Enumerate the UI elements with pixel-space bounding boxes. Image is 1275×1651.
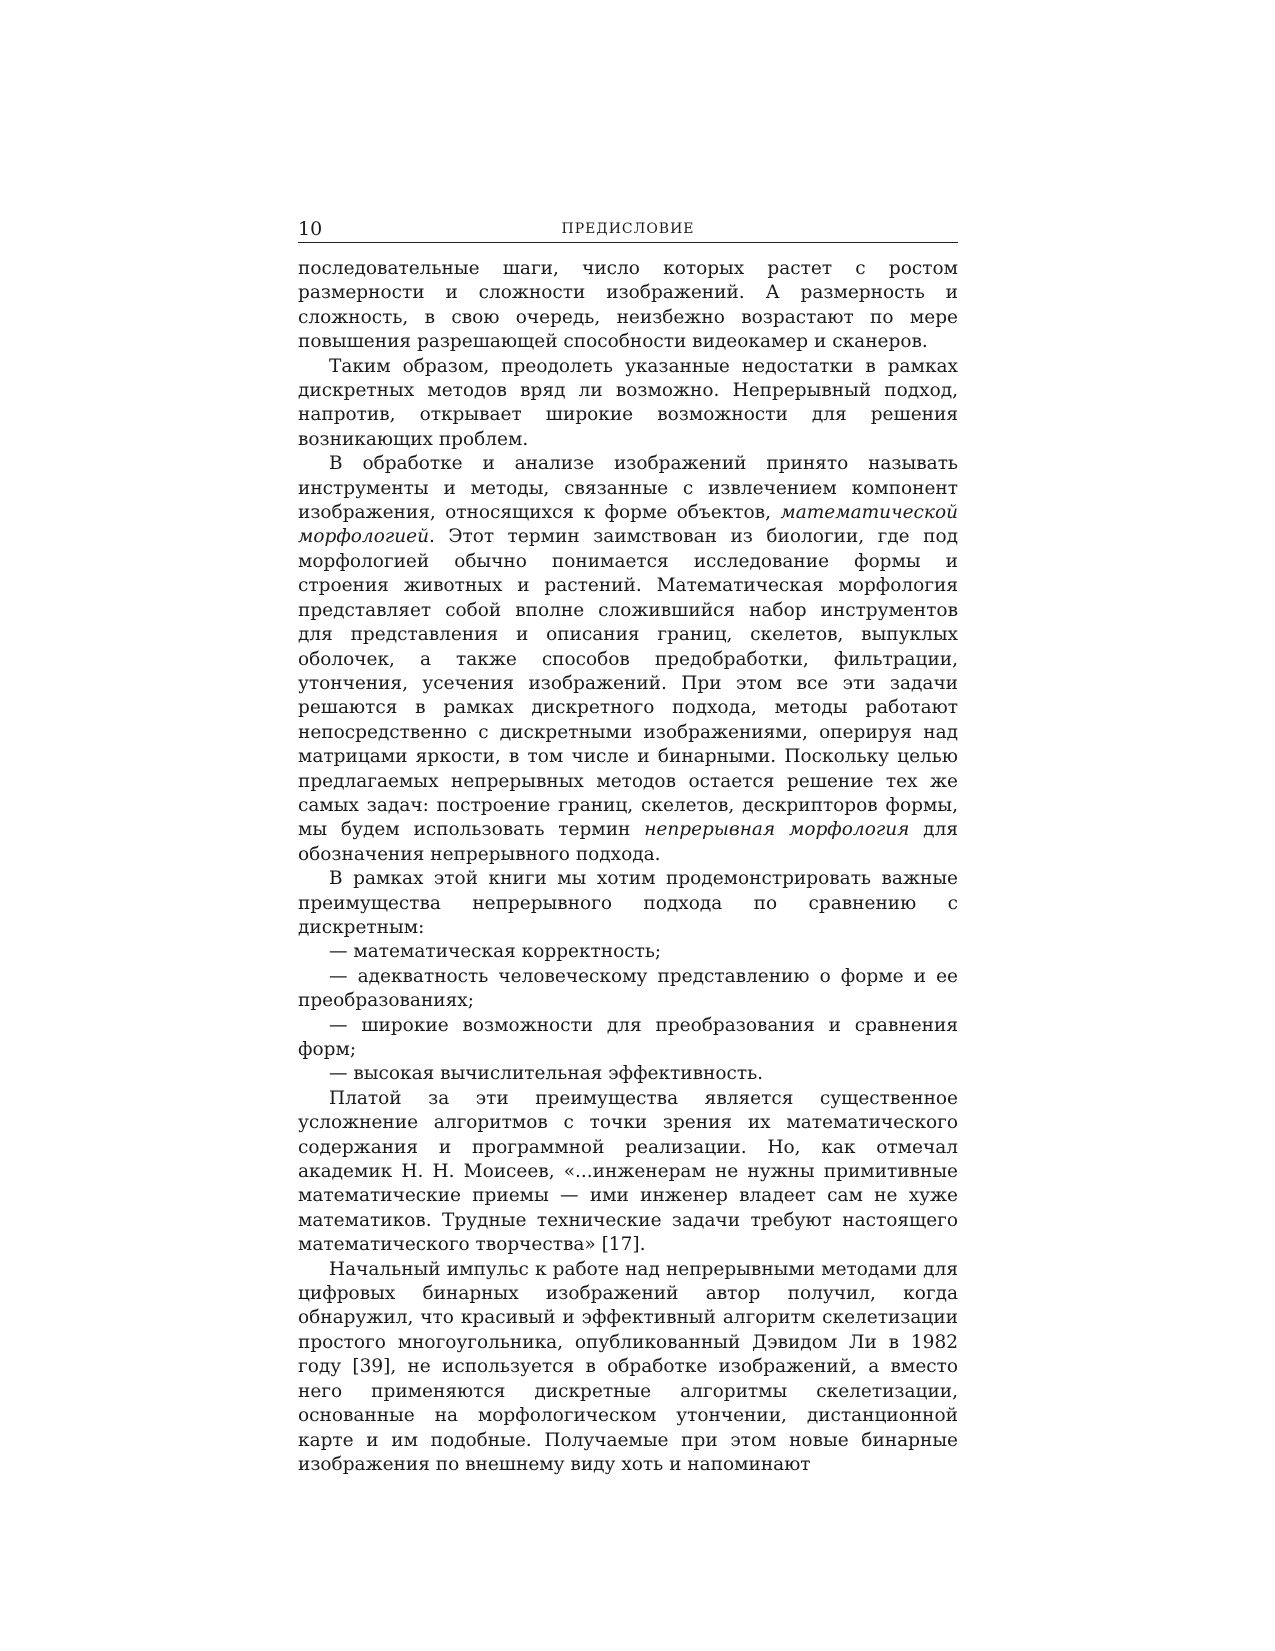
- text-run: В обработке и анализе изображений принято называть инструменты и методы, связанные с извлечением компонент изображения, относящихся к форме объектов,: [298, 453, 958, 524]
- book-page: [298, 218, 958, 1477]
- running-title: ПРЕДИСЛОВИЕ: [561, 221, 695, 237]
- list-item: — высокая вычислительная эффективность.: [329, 1063, 764, 1085]
- list-item: — математическая корректность;: [329, 941, 662, 963]
- body-text: [298, 257, 958, 1477]
- paragraph-morphology: [298, 452, 958, 867]
- text-run: . Этот термин заимствован из биологии, где под морфологией обычно понимается исследование формы и строения животных и растений. Математическая морфология представляет собой вполне сложившийся набор инструментов для представления и описания границ, скелетов, выпуклых оболочек, а также способов предобработки, фильтрации, утончения, усечения изображений. При этом все эти задачи решаются в рамках дискретного подхода, методы работают непосредственно с дискретными изображениями, оперируя над матрицами яркости, в том числе и бинарными. Поскольку целью предлагаемых непрерывных методов остается решение тех же самых задач: построение границ, скелетов, дескрипторов формы, мы будем использовать термин: [298, 526, 958, 841]
- paragraph: Платой за эти преимущества является существенное усложнение алгоритмов с точки зрения их математического содержания и программной реализации. Но, как отмечал академик Н. Н. Моисеев, «...инженерам не нужны примитивные математические приемы — ими инженер владеет сам не хуже математиков. Трудные технические задачи требуют настоящего математического творчества» [17].: [298, 1087, 958, 1256]
- paragraph: Таким образом, преодолеть указанные недостатки в рамках дискретных методов вряд ли возможно. Непрерывный подход, напротив, открывает широкие возможности для решения возникающих проблем.: [298, 355, 958, 450]
- italic-term: непрерывная морфология: [644, 819, 910, 841]
- running-head: [298, 218, 958, 243]
- page-number: 10: [298, 218, 323, 240]
- list-item: — широкие возможности для преобразования и сравнения форм;: [298, 1014, 958, 1060]
- paragraph: В рамках этой книги мы хотим продемонстрировать важные преимущества непрерывного подхода по сравнению с дискретным:: [298, 868, 958, 938]
- list-item: — адекватность человеческому представлению о форме и ее преобразованиях;: [298, 965, 958, 1012]
- text-run: для обозначения непрерывного подхода.: [298, 819, 958, 865]
- italic-term: математической морфологией: [298, 502, 958, 548]
- paragraph: Начальный импульс к работе над непрерывными методами для цифровых бинарных изображений автор получил, когда обнаружил, что красивый и эффективный алгоритм скелетизации простого многоугольника, опубликованный Дэвидом Ли в 1982 году [39], не используется в обработке изображений, а вместо него применяются дискретные алгоритмы скелетизации, основанные на морфологическом утончении, дистанционной карте и им подобные. Получаемые при этом новые бинарные изображения по внешнему виду хоть и напоминают: [298, 1258, 958, 1475]
- paragraph-continuation: последовательные шаги, число которых растет с ростом размерности и сложности изображений. А размерность и сложность, в свою очередь, неизбежно возрастают по мере повышения разрешающей способности видеокамер и сканеров.: [298, 258, 958, 353]
